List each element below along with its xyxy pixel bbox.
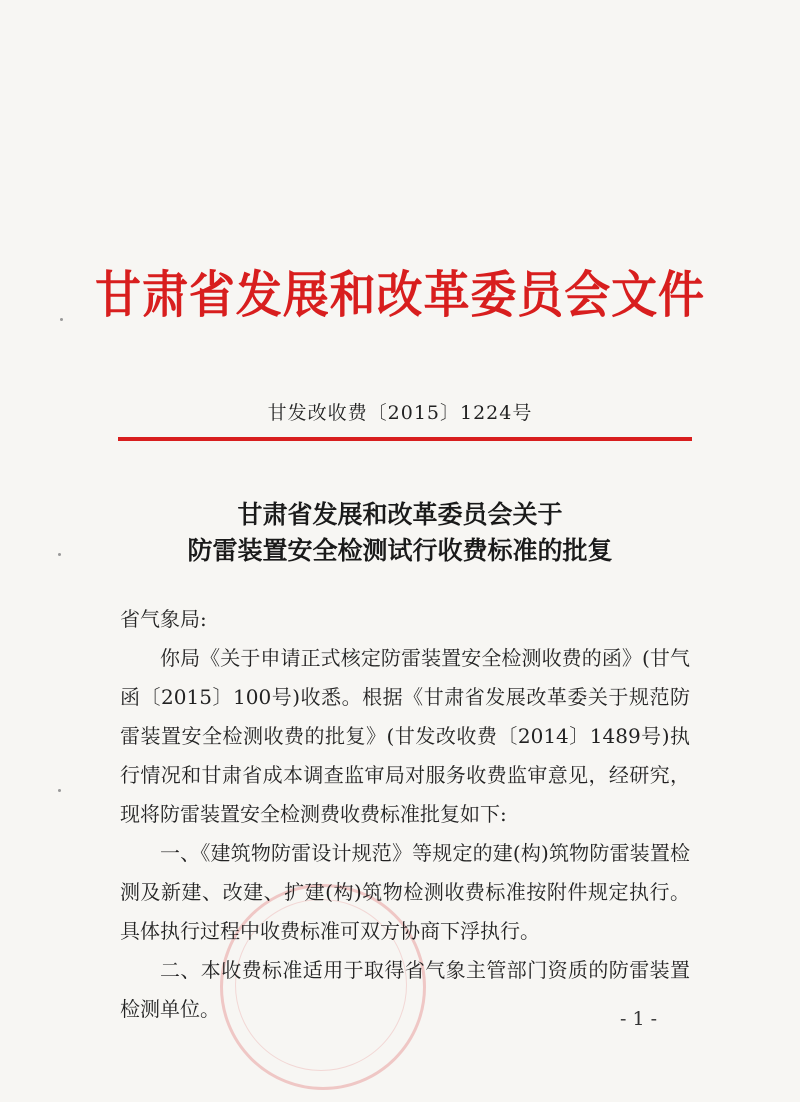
document-number: 甘发改收费〔2015〕1224号 bbox=[267, 402, 533, 424]
document-body bbox=[120, 600, 690, 1029]
header-red-rule bbox=[118, 437, 692, 441]
body-paragraph-2: 一、《建筑物防雷设计规范》等规定的建(构)筑物防雷装置检测及新建、改建、扩建(构)筑物检测收费标准按附件规定执行。具体执行过程中收费标准可双方协商下浮执行。 bbox=[120, 841, 690, 943]
body-paragraph-3: 二、本收费标准适用于取得省气象主管部门资质的防雷装置检测单位。 bbox=[120, 958, 690, 1021]
document-title-line-2: 防雷装置安全检测试行收费标准的批复 bbox=[187, 536, 613, 565]
document-title bbox=[0, 497, 800, 569]
page-number: - 1 - bbox=[620, 1008, 658, 1030]
issuer-header-title: 甘肃省发展和改革委员会文件 bbox=[95, 266, 705, 324]
scan-speck bbox=[58, 789, 61, 792]
body-paragraph-1: 你局《关于申请正式核定防雷装置安全检测收费的函》(甘气函〔2015〕100号)收悉。根据《甘肃省发展改革委关于规范防雷装置安全检测收费的批复》(甘发改收费〔2014〕1489号)执行情况和甘肃省成本调查监审局对服务收费监审意见，经研究，现将防雷装置安全检测费收费标准批复如下: bbox=[120, 646, 690, 826]
addressee: 省气象局: bbox=[120, 607, 207, 631]
document-title-line-1: 甘肃省发展和改革委员会关于 bbox=[237, 500, 563, 529]
